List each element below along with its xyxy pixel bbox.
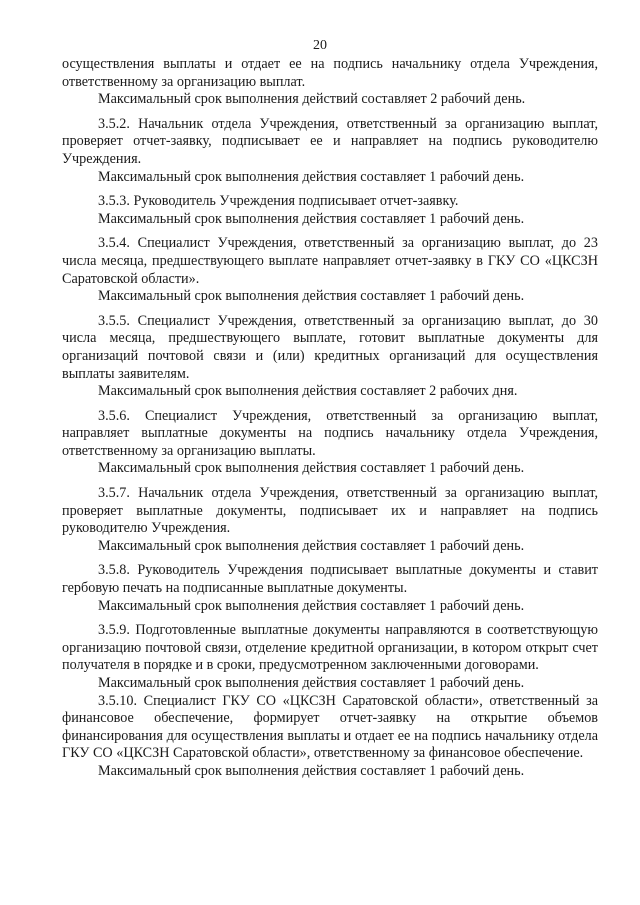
paragraph: Максимальный срок выполнения действия составляет 1 рабочий день. bbox=[98, 210, 525, 227]
paragraph: 3.5.4. Специалист Учреждения, ответственный за организацию выплат, до 23 числа месяца, предшествующего выплате направляет отчет-заявку в ГКУ СО «ЦКСЗН Саратовской области». bbox=[62, 235, 598, 287]
page-number: 20 bbox=[313, 38, 327, 53]
paragraph: 3.5.5. Специалист Учреждения, ответственный за организацию выплат, до 30 числа месяца, предшествующего выплате, готовит выплатные документы для организаций почтовой связи и (или) кредитных организаций для осуществления выплаты заявителям. bbox=[62, 312, 598, 382]
paragraph: Максимальный срок выполнения действия составляет 1 рабочий день. bbox=[98, 460, 525, 477]
paragraph: Максимальный срок выполнения действия составляет 1 рабочий день. bbox=[98, 675, 525, 691]
paragraph: Максимальный срок выполнения действий составляет 2 рабочий день. bbox=[98, 91, 526, 108]
paragraph: Максимальный срок выполнения действия составляет 1 рабочий день. bbox=[98, 168, 525, 185]
paragraph: 3.5.3. Руководитель Учреждения подписывает отчет-заявку. bbox=[98, 193, 459, 210]
document-body bbox=[62, 56, 598, 781]
paragraph: 3.5.9. Подготовленные выплатные документы направляются в соответствующую организацию почтовой связи, отделение кредитной организации, в котором открыт счет получателя в порядке и в сроки, предусмотренном заключенными договорами. bbox=[62, 622, 598, 674]
paragraph: Максимальный срок выполнения действия составляет 1 рабочий день. bbox=[98, 288, 525, 305]
paragraph: 3.5.6. Специалист Учреждения, ответственный за организацию выплат, направляет выплатные документы на подпись начальнику отдела Учреждения, ответственному за организацию выплаты. bbox=[62, 407, 598, 459]
paragraph: 3.5.10. Специалист ГКУ СО «ЦКСЗН Саратовской области», ответственный за финансовое обеспечение, формирует отчет-заявку на открытие объемов финансирования для осуществления выплаты и отдает ее на подпись начальнику отдела ГКУ СО «ЦКСЗН Саратовской области», ответственному за финансовое обеспечение. bbox=[62, 692, 598, 762]
paragraph: Максимальный срок выполнения действия составляет 1 рабочий день. bbox=[98, 537, 525, 554]
paragraph: 3.5.8. Руководитель Учреждения подписывает выплатные документы и ставит гербовую печать на подписанные выплатные документы. bbox=[62, 562, 598, 597]
paragraph: осуществления выплаты и отдает ее на подпись начальнику отдела Учреждения, ответственному за организацию выплат. bbox=[62, 56, 598, 90]
paragraph: 3.5.7. Начальник отдела Учреждения, ответственный за организацию выплат, проверяет выплатные документы, подписывает их и направляет на подпись руководителю Учреждения. bbox=[62, 485, 598, 537]
paragraph: Максимальный срок выполнения действия составляет 2 рабочих дня. bbox=[98, 383, 518, 400]
paragraph: 3.5.2. Начальник отдела Учреждения, ответственный за организацию выплат, проверяет отчет-заявку, подписывает ее и направляет на подпись руководителю Учреждения. bbox=[62, 115, 598, 167]
paragraph: Максимальный срок выполнения действия составляет 1 рабочий день. bbox=[98, 597, 525, 614]
paragraph: Максимальный срок выполнения действия составляет 1 рабочий день. bbox=[98, 762, 525, 779]
